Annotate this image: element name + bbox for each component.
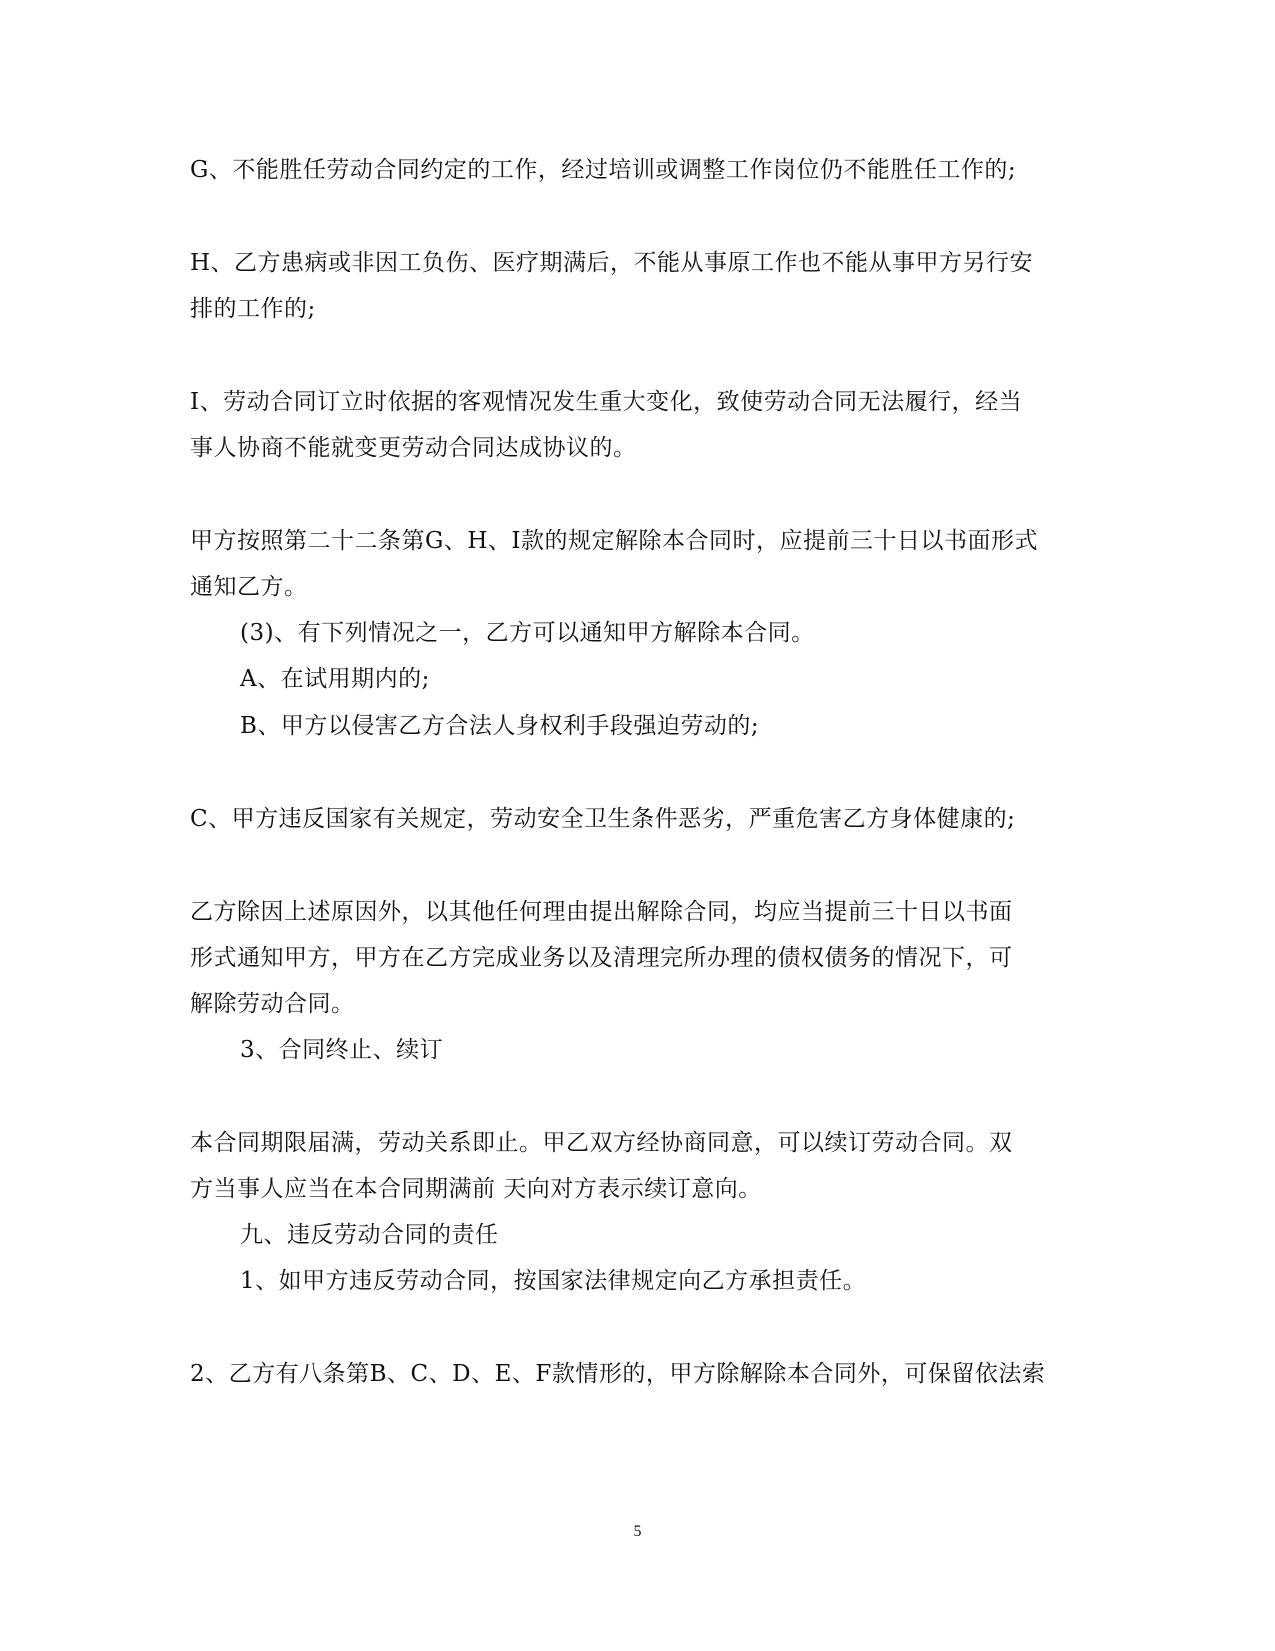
item-c-text: C、甲方违反国家有关规定，劳动安全卫生条件恶劣，严重危害乙方身体健康的; [190, 806, 1016, 832]
renewal-paragraph-line-2: 方当事人应当在本合同期满前 天向对方表示续订意向。 [190, 1176, 762, 1202]
renewal-paragraph-line-1: 本合同期限届满，劳动关系即止。甲乙双方经协商同意，可以续订劳动合同。双 [190, 1130, 1013, 1156]
clause-h-text-line-1: H、乙方患病或非因工负伤、医疗期满后，不能从事原工作也不能从事甲方另行安 [190, 250, 1034, 276]
notice-paragraph-line-1: 甲方按照第二十二条第G、H、I款的规定解除本合同时，应提前三十日以书面形式 [190, 528, 1039, 554]
clause-g-text: G、不能胜任劳动合同约定的工作，经过培训或调整工作岗位仍不能胜任工作的; [190, 157, 1017, 183]
resignation-paragraph-line-3: 解除劳动合同。 [190, 991, 355, 1017]
resignation-paragraph-line-2: 形式通知甲方，甲方在乙方完成业务以及清理完所办理的债权债务的情况下，可 [190, 945, 1013, 971]
resignation-paragraph-line-1: 乙方除因上述原因外，以其他任何理由提出解除合同，均应当提前三十日以书面 [190, 899, 1013, 925]
liability-item-2: 2、乙方有八条第B、C、D、E、F款情形的，甲方除解除本合同外，可保留依法索 [190, 1361, 1046, 1387]
page-number: 5 [633, 1523, 642, 1540]
liability-item-1: 1、如甲方违反劳动合同，按国家法律规定向乙方承担责任。 [240, 1268, 867, 1294]
item-a-text: A、在试用期内的; [240, 666, 430, 692]
section-termination-heading: 3、合同终止、续订 [240, 1037, 444, 1063]
clause-i-text-line-2: 事人协商不能就变更劳动合同达成协议的。 [190, 435, 637, 461]
clause-i-text-line-1: I、劳动合同订立时依据的客观情况发生重大变化，致使劳动合同无法履行，经当 [190, 389, 1023, 415]
clause-h-text-line-2: 排的工作的; [190, 296, 316, 322]
item-b-text: B、甲方以侵害乙方合法人身权利手段强迫劳动的; [240, 713, 760, 739]
notice-paragraph-line-2: 通知乙方。 [190, 574, 308, 600]
section-3-heading: (3)、有下列情况之一，乙方可以通知甲方解除本合同。 [240, 620, 815, 646]
section-nine-heading: 九、违反劳动合同的责任 [240, 1222, 499, 1248]
